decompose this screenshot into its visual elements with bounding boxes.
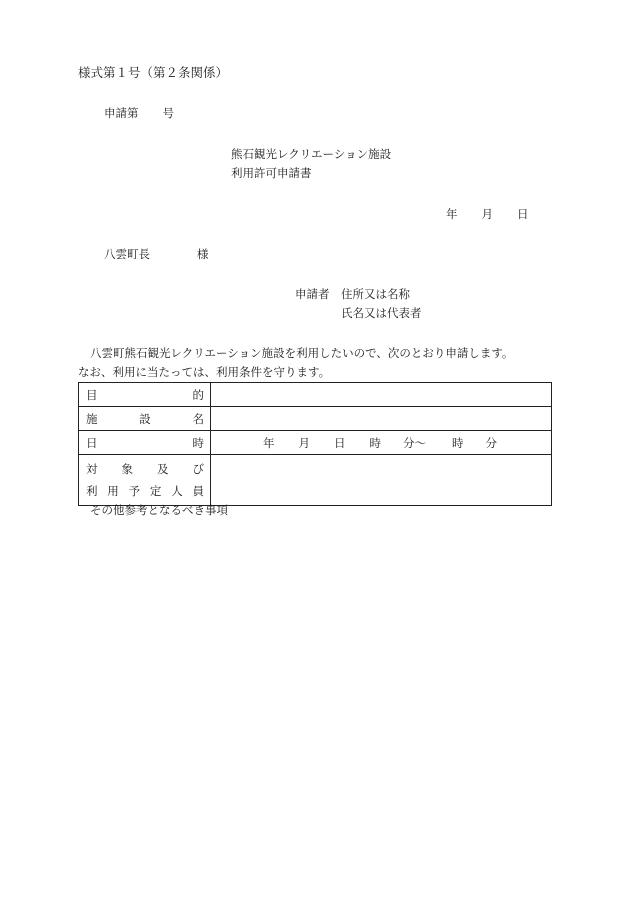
date-month: 月 [481,207,493,221]
application-number [104,106,174,120]
document-title-line1: 熊石観光レクリエーション施設 [231,147,392,161]
datetime-month: 月 [298,435,310,450]
applicant-address-label: 住所又は名称 [341,287,410,301]
date-year: 年 [446,207,458,221]
facility-label: 施 設 名 [79,407,211,431]
application-number-label: 申請第 [104,106,139,120]
table-row-datetime [79,431,552,455]
application-number-suffix: 号 [162,106,174,120]
table-row-facility [79,407,552,431]
date-day: 日 [517,207,529,221]
addressee [104,247,209,261]
table-row-purpose [79,383,552,407]
addressee-name: 八雲町長 [104,247,150,261]
date-line [446,207,529,221]
facility-value [211,407,552,431]
purpose-label: 目 的 [79,383,211,407]
datetime-minute-start: 分～ [403,435,426,450]
datetime-day: 日 [334,435,346,450]
people-label: 対 象 及 び 利 用 予 定 人 員 [79,455,211,506]
other-notes-label: その他参考となるべき事項 [90,503,228,517]
applicant-name-label: 氏名又は代表者 [341,306,422,320]
purpose-value [211,383,552,407]
document-title-line2: 利用許可申請書 [231,166,312,180]
application-table [78,382,552,506]
table-row-people [79,455,552,506]
datetime-year: 年 [263,435,275,450]
body-line1: 八雲町熊石観光レクリエーション施設を利用したいので、次のとおり申請します。 [90,346,514,360]
datetime-value [211,431,552,455]
datetime-minute-end: 分 [485,435,497,450]
datetime-label: 日 時 [79,431,211,455]
applicant-label: 申請者 [295,287,330,301]
people-value [211,455,552,506]
addressee-honorific: 様 [197,247,209,261]
form-number: 様式第１号（第２条関係） [78,65,229,80]
datetime-hour-start: 時 [369,435,381,450]
datetime-hour-end: 時 [452,435,464,450]
body-line2: なお、利用に当たっては、利用条件を守ります。 [78,365,331,379]
